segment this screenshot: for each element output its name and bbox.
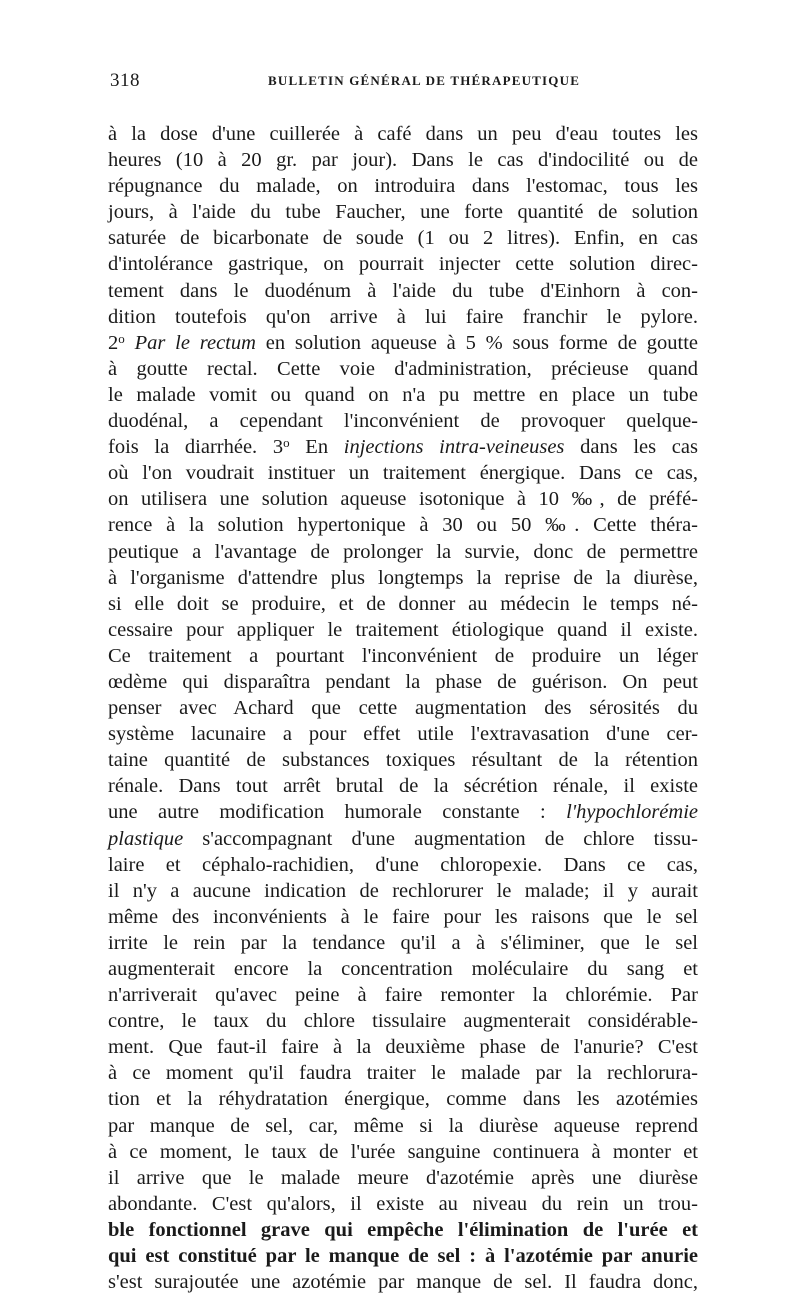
text-run: n'arriverait qu'avec peine à faire remonter la chlorémie. Par (108, 984, 698, 1007)
text-line (108, 773, 698, 799)
text-run: dition toutefois qu'on arrive à lui faire franchir le pylore. (108, 305, 698, 328)
text-run: s'accompagnant d'une augmentation de chlore tissu- (183, 827, 698, 850)
text-run: cessaire pour appliquer le traitement étiologique quand il existe. (108, 618, 698, 641)
text-line (108, 878, 698, 904)
text-run: d'intolérance gastrique, on pourrait injecter cette solution direc- (108, 253, 698, 276)
text-line (108, 1086, 698, 1112)
text-run: où l'on voudrait instituer un traitement énergique. Dans ce cas, (108, 462, 698, 485)
text-line (108, 486, 698, 512)
text-line (108, 356, 698, 382)
text-line (108, 225, 698, 251)
text-run: 2 (108, 331, 119, 354)
text-line (108, 460, 698, 486)
text-line (108, 1060, 698, 1086)
text-run: laire et céphalo-rachidien, d'une chloropexie. Dans ce cas, (108, 853, 698, 876)
text-run: si elle doit se produire, et de donner au médecin le temps né- (108, 592, 698, 615)
text-line (108, 278, 698, 304)
text-line (108, 956, 698, 982)
text-line (108, 904, 698, 930)
text-run: irrite le rein par la tendance qu'il a à s'éliminer, que le sel (108, 931, 698, 954)
text-run: fois la diarrhée. 3 (108, 436, 284, 459)
text-run: par manque de sel, car, même si la diurèse aqueuse reprend (108, 1114, 698, 1137)
text-line (108, 199, 698, 225)
text-run: o (283, 435, 290, 451)
text-line (108, 434, 698, 460)
text-run: peutique a l'avantage de prolonger la survie, donc de permettre (108, 540, 698, 563)
text-run: même des inconvénients à le faire pour les raisons que le sel (108, 905, 698, 928)
text-run: rence à la solution hypertonique à 30 ou 50 ‰. Cette théra- (108, 514, 698, 537)
text-line (108, 565, 698, 591)
text-run: une autre modification humorale constante : (108, 801, 567, 824)
text-run: abondante. C'est qu'alors, il existe au niveau du rein un trou- (108, 1192, 698, 1215)
text-line (108, 382, 698, 408)
text-line (108, 1191, 698, 1217)
text-run: œdème qui disparaîtra pendant la phase de guérison. On peut (108, 670, 698, 693)
text-run: l'hypochlorémie (566, 801, 698, 824)
text-line (108, 1165, 698, 1191)
text-run: à l'organisme d'attendre plus longtemps la reprise de la diurèse, (108, 566, 698, 589)
text-line (108, 852, 698, 878)
book-page (108, 0, 699, 1294)
text-line (108, 330, 698, 356)
body-text (108, 121, 698, 1295)
text-line (108, 721, 698, 747)
text-line (108, 408, 698, 434)
text-run: contre, le taux du chlore tissulaire augmenterait considérable- (108, 1010, 698, 1033)
text-run: En (289, 436, 344, 459)
text-line (108, 251, 698, 277)
text-line (108, 643, 698, 669)
text-line (108, 173, 698, 199)
running-head (108, 70, 698, 92)
text-line (108, 147, 698, 173)
text-run: il arrive que le malade meure d'azotémie après une diurèse (108, 1166, 698, 1189)
text-line (108, 1008, 698, 1034)
text-line (108, 747, 698, 773)
text-line (108, 982, 698, 1008)
text-line (108, 669, 698, 695)
text-run: plastique (108, 827, 184, 850)
text-run: il n'y a aucune indication de rechlorurer le malade; il y aurait (108, 879, 698, 902)
text-run: dans les cas (564, 436, 698, 459)
text-line (108, 695, 698, 721)
text-run: jours, à l'aide du tube Faucher, une forte quantité de solution (108, 201, 698, 224)
text-run: saturée de bicarbonate de soude (1 ou 2 litres). Enfin, en cas (108, 227, 698, 250)
text-line (108, 591, 698, 617)
text-line (108, 512, 698, 538)
text-run: répugnance du malade, on introduira dans l'estomac, tous les (108, 175, 698, 198)
text-run: s'est surajoutée une azotémie par manque de sel. Il faudra donc, (108, 1271, 698, 1294)
text-line (108, 617, 698, 643)
text-line (108, 1139, 698, 1165)
text-run: ment. Que faut-il faire à la deuxième phase de l'anurie? C'est (108, 1036, 698, 1059)
text-line (108, 1034, 698, 1060)
text-run: à ce moment, le taux de l'urée sanguine continuera à monter et (108, 1140, 698, 1163)
text-run: o (118, 330, 125, 346)
text-run: injections intra-veineuses (343, 436, 565, 459)
text-line (108, 1243, 698, 1269)
text-run: à la dose d'une cuillerée à café dans un peu d'eau toutes les (108, 123, 698, 145)
text-line (108, 930, 698, 956)
text-run: taine quantité de substances toxiques résultant de la rétention (108, 749, 698, 772)
text-line (108, 121, 698, 147)
page-number: 318 (110, 70, 140, 91)
text-line (108, 1113, 698, 1139)
text-run: tement dans le duodénum à l'aide du tube d'Einhorn à con- (108, 279, 698, 302)
text-run: duodénal, a cependant l'inconvénient de provoquer quelque- (108, 410, 698, 433)
text-run: qui est constitué par le manque de sel : à l'azotémie par anurie (108, 1245, 698, 1268)
text-line (108, 1269, 698, 1295)
text-run: rénale. Dans tout arrêt brutal de la sécrétion rénale, il existe (108, 775, 698, 798)
text-run: tion et la réhydratation énergique, comme dans les azotémies (108, 1088, 698, 1111)
text-run: à goutte rectal. Cette voie d'administration, précieuse quand (108, 357, 698, 380)
text-line (108, 304, 698, 330)
text-run: augmenterait encore la concentration moléculaire du sang et (108, 958, 698, 980)
text-run: en solution aqueuse à 5 % sous forme de goutte (255, 331, 699, 354)
text-line (108, 799, 698, 825)
text-line (108, 826, 698, 852)
text-run: à ce moment qu'il faudra traiter le malade par la rechlorura- (108, 1062, 698, 1085)
text-run: penser avec Achard que cette augmentation des sérosités du (108, 697, 698, 720)
text-run: Par le rectum (134, 331, 256, 354)
text-run: Ce traitement a pourtant l'inconvénient de produire un léger (108, 644, 698, 667)
journal-title: BULLETIN GÉNÉRAL DE THÉRAPEUTIQUE (268, 73, 581, 88)
text-run (125, 332, 135, 354)
text-line (108, 1217, 698, 1243)
text-run: on utilisera une solution aqueuse isotonique à 10 ‰, de préfé- (108, 488, 698, 511)
text-run: heures (10 à 20 gr. par jour). Dans le cas d'indocilité ou de (108, 149, 698, 172)
text-run: le malade vomit ou quand on n'a pu mettre en place un tube (108, 383, 698, 406)
text-run: système lacunaire a pour effet utile l'extravasation d'une cer- (108, 723, 698, 746)
text-line (108, 539, 698, 565)
text-run: ble fonctionnel grave qui empêche l'élimination de l'urée et (108, 1218, 698, 1241)
